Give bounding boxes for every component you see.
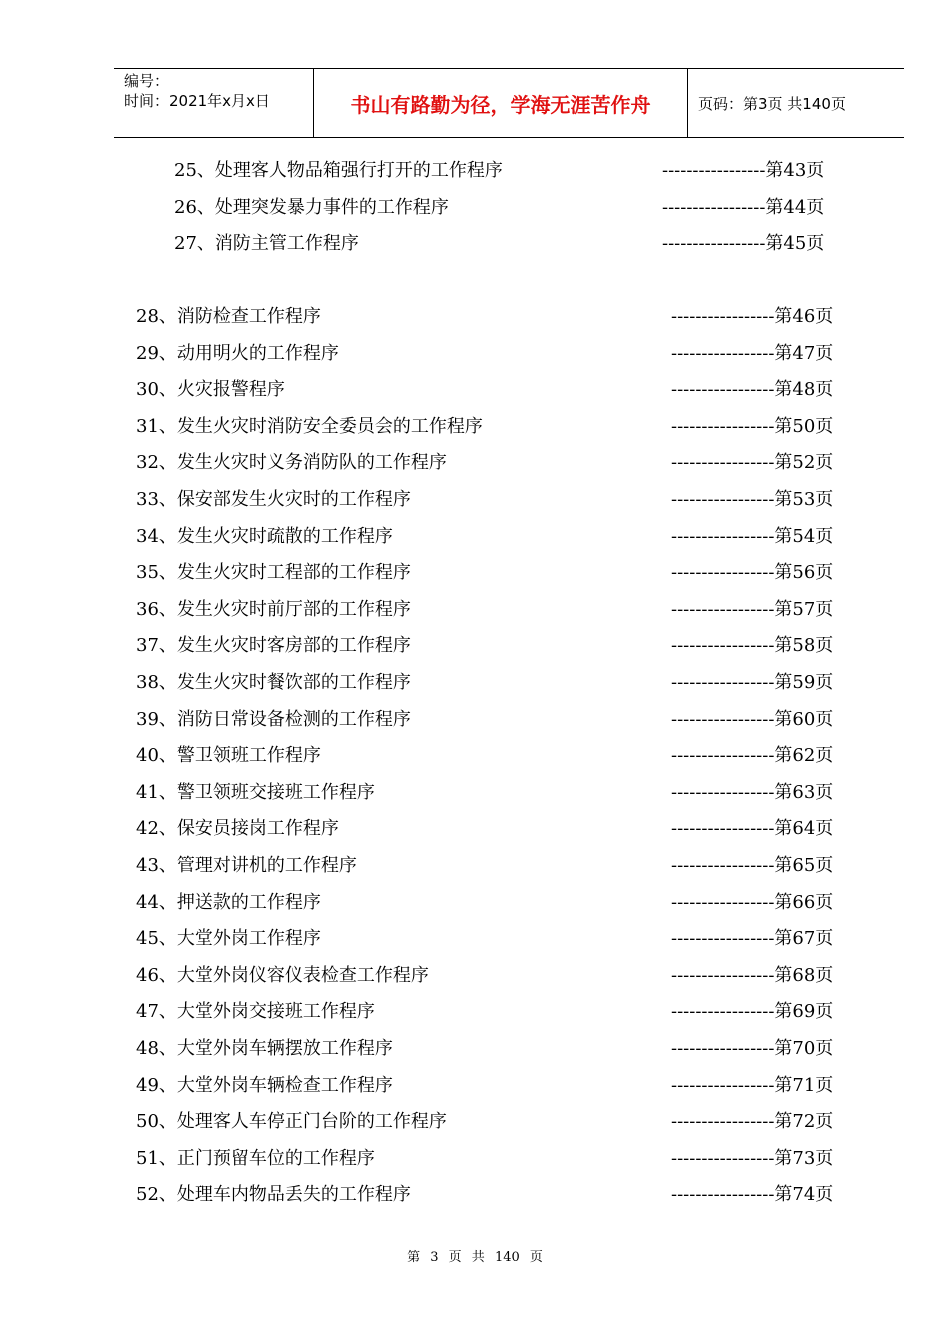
toc-entry-title: 32、发生火灾时义务消防队的工作程序 (136, 452, 447, 474)
header-motto: 书山有路勤为径，学海无涯苦作舟 (314, 69, 688, 137)
toc-entry (0, 487, 950, 513)
toc-entry-title: 50、处理客人车停正门台阶的工作程序 (136, 1111, 447, 1133)
toc-entry (0, 1182, 950, 1208)
toc-entry (0, 743, 950, 769)
toc-entry (0, 963, 950, 989)
toc-entry-page: -----------------第67页 (671, 928, 834, 950)
toc-entry-page: -----------------第58页 (671, 635, 834, 657)
toc-entry (0, 450, 950, 476)
toc-entry-page: -----------------第62页 (671, 745, 834, 767)
code-label: 编号： (124, 72, 170, 90)
toc-entry (0, 707, 950, 733)
toc-entry-page: -----------------第69页 (671, 1001, 834, 1023)
toc-entry-title: 42、保安员接岗工作程序 (136, 818, 339, 840)
page-header (114, 68, 904, 138)
toc-entry-title: 26、处理突发暴力事件的工作程序 (174, 196, 449, 218)
toc-entry-title: 37、发生火灾时客房部的工作程序 (136, 635, 411, 657)
toc-entry-page: -----------------第44页 (662, 196, 825, 218)
toc-entry-page: -----------------第52页 (671, 452, 834, 474)
footer-page-unit: 页 (448, 1250, 462, 1265)
toc-entry-title: 49、大堂外岗车辆检查工作程序 (136, 1074, 393, 1096)
toc-entry (0, 816, 950, 842)
toc-entry-title: 30、火灾报警程序 (136, 379, 285, 401)
toc-entry-title: 52、处理车内物品丢失的工作程序 (136, 1184, 411, 1206)
toc-entry (0, 1036, 950, 1062)
toc-entry (0, 304, 950, 330)
toc-entry (0, 414, 950, 440)
toc-entry-page: -----------------第59页 (671, 672, 834, 693)
toc-entry-title: 43、管理对讲机的工作程序 (136, 855, 357, 876)
footer-current-page: 3 (430, 1250, 439, 1265)
toc-entry-page: -----------------第73页 (671, 1147, 834, 1169)
toc-entry-title: 44、押送款的工作程序 (136, 891, 321, 913)
toc-entry-page: -----------------第65页 (671, 855, 834, 876)
toc-entry-page: -----------------第45页 (662, 233, 825, 255)
toc-entry-page: -----------------第50页 (671, 415, 834, 437)
toc-entry (0, 926, 950, 952)
toc-entry (0, 1073, 950, 1099)
toc-entry-page: -----------------第66页 (671, 891, 834, 913)
toc-entry-page: -----------------第70页 (671, 1038, 834, 1059)
toc-entry-title: 46、大堂外岗仪容仪表检查工作程序 (136, 964, 429, 986)
toc-entry-title: 36、发生火灾时前厅部的工作程序 (136, 598, 411, 620)
toc-entry-title: 48、大堂外岗车辆摆放工作程序 (136, 1038, 393, 1059)
toc-entry (0, 158, 950, 184)
toc-entry-title: 45、大堂外岗工作程序 (136, 928, 321, 950)
toc-entry (0, 1146, 950, 1172)
footer-total-pages: 140 (494, 1250, 520, 1265)
toc-entry-title: 27、消防主管工作程序 (174, 233, 359, 255)
toc-entry-page: -----------------第53页 (671, 489, 834, 510)
toc-entry-page: -----------------第60页 (671, 708, 834, 730)
toc-entry-title: 34、发生火灾时疏散的工作程序 (136, 525, 393, 547)
footer-total-unit: 页 (529, 1250, 543, 1265)
toc-entry (0, 853, 950, 879)
toc-entry (0, 524, 950, 550)
toc-entry-title: 41、警卫领班交接班工作程序 (136, 781, 375, 803)
toc-entry-title: 31、发生火灾时消防安全委员会的工作程序 (136, 415, 483, 437)
toc-entry (0, 195, 950, 221)
toc-entry (0, 780, 950, 806)
toc-entry-page: -----------------第56页 (671, 562, 834, 584)
toc-entry (0, 633, 950, 659)
toc-entry-title: 40、警卫领班工作程序 (136, 745, 321, 767)
toc-entry-page: -----------------第74页 (671, 1184, 834, 1206)
toc-entry-title: 38、发生火灾时餐饮部的工作程序 (136, 672, 411, 693)
toc-entry-page: -----------------第68页 (671, 964, 834, 986)
toc-entry (0, 377, 950, 403)
toc-entry-page: -----------------第64页 (671, 818, 834, 840)
time-label: 时间：2021年x月x日 (124, 92, 270, 110)
toc-entry (0, 341, 950, 367)
toc-entry-page: -----------------第46页 (671, 306, 834, 327)
toc-entry-page: -----------------第48页 (671, 379, 834, 401)
toc-entry-page: -----------------第54页 (671, 525, 834, 547)
toc-entry-title: 29、动用明火的工作程序 (136, 342, 339, 364)
footer-total-label: 共 (471, 1250, 485, 1265)
toc-entry (0, 231, 950, 257)
toc-entry-title: 47、大堂外岗交接班工作程序 (136, 1001, 375, 1023)
toc-entry (0, 1109, 950, 1135)
toc-entry-title: 35、发生火灾时工程部的工作程序 (136, 562, 411, 584)
toc-entry-title: 39、消防日常设备检测的工作程序 (136, 708, 411, 730)
toc-entry-title: 51、正门预留车位的工作程序 (136, 1147, 375, 1169)
toc-entry-title: 25、处理客人物品箱强行打开的工作程序 (174, 160, 503, 181)
toc-entry-page: -----------------第47页 (671, 342, 834, 364)
toc-entry (0, 597, 950, 623)
header-meta (114, 69, 314, 137)
toc-entry (0, 560, 950, 586)
page-footer (0, 1246, 950, 1265)
toc-entry-page: -----------------第43页 (662, 160, 825, 181)
toc-entry (0, 670, 950, 696)
toc-entry-page: -----------------第57页 (671, 598, 834, 620)
header-page-info: 页码：第3页 共140页 (698, 94, 846, 113)
toc-entry (0, 890, 950, 916)
toc-entry-page: -----------------第72页 (671, 1111, 834, 1133)
toc-entry-title: 28、消防检查工作程序 (136, 306, 321, 327)
toc-entry-title: 33、保安部发生火灾时的工作程序 (136, 489, 411, 510)
toc-entry (0, 999, 950, 1025)
toc-entry-page: -----------------第63页 (671, 781, 834, 803)
footer-current-label: 第 (407, 1250, 421, 1265)
toc-entry-page: -----------------第71页 (671, 1074, 834, 1096)
